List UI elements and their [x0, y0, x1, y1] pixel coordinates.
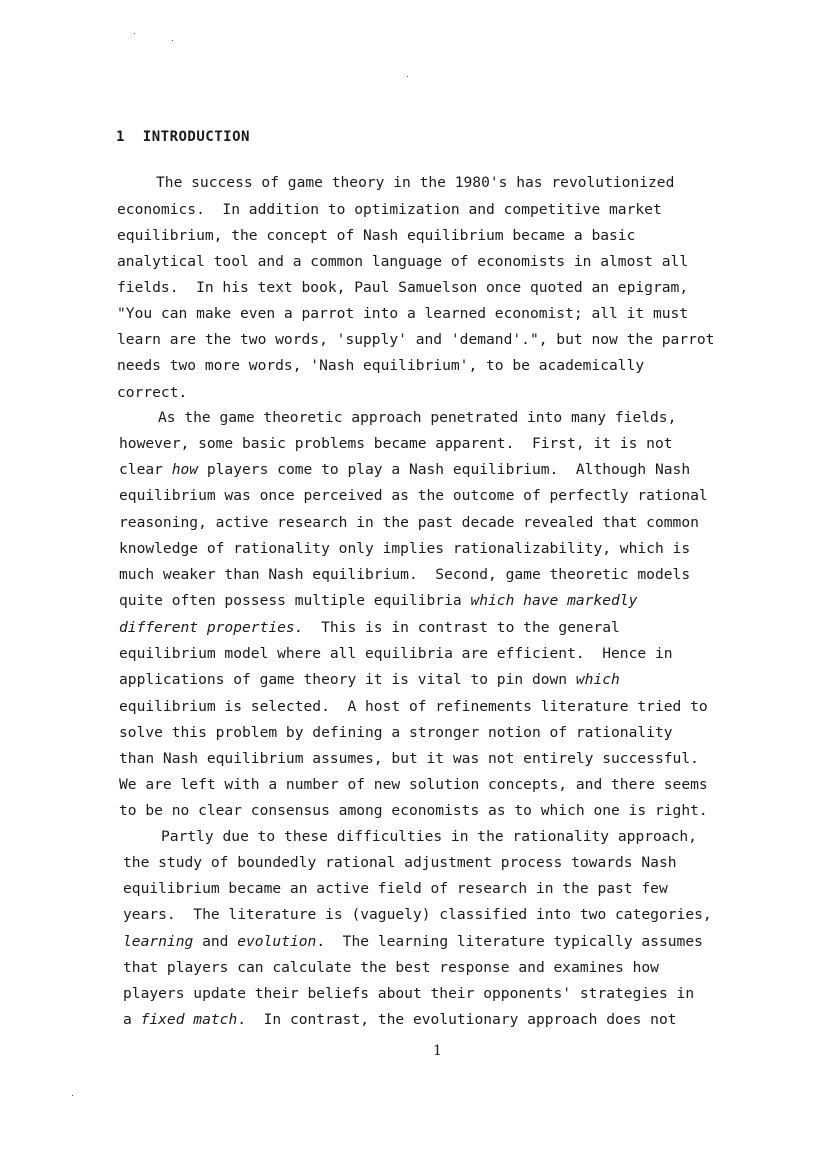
text-run: This is in contrast to the general — [303, 619, 620, 636]
text-line: "You can make even a parrot into a learned economist; all it must — [117, 305, 689, 322]
text-run: . In contrast, the evolutionary approach does not — [237, 1011, 677, 1028]
text-line: much weaker than Nash equilibrium. Second, game theoretic models — [119, 566, 691, 583]
emphasis-text: which — [575, 671, 620, 688]
text-run: and — [193, 933, 238, 950]
text-line: correct. — [117, 384, 188, 401]
text-line: reasoning, active research in the past decade revealed that common — [119, 514, 699, 531]
text-line: years. The literature is (vaguely) classified into two categories, — [123, 906, 712, 923]
emphasis-text: which have markedly — [470, 592, 638, 609]
text-line: players update their beliefs about their opponents' strategies in — [123, 985, 695, 1002]
text-line: needs two more words, 'Nash equilibrium', to be academically — [117, 357, 645, 374]
text-line — [119, 671, 620, 689]
page-number: 1 — [433, 1043, 442, 1059]
text-line: however, some basic problems became apparent. First, it is not — [119, 435, 673, 452]
emphasis-text: evolution — [237, 933, 317, 950]
text-line — [123, 1011, 677, 1029]
text-run: clear — [119, 461, 172, 478]
text-line: equilibrium became an active field of research in the past few — [123, 880, 668, 897]
text-line — [119, 461, 690, 479]
text-line: equilibrium model where all equilibria are efficient. Hence in — [119, 645, 673, 662]
text-line: The success of game theory in the 1980's has revolutionized — [156, 174, 675, 191]
text-line: equilibrium is selected. A host of refinements literature tried to — [119, 698, 708, 715]
text-line: As the game theoretic approach penetrated into many fields, — [158, 409, 677, 426]
scan-speck — [407, 76, 408, 77]
emphasis-text: how — [171, 461, 199, 478]
text-run: applications of game theory it is vital to pin down — [119, 671, 576, 688]
text-line — [119, 619, 620, 637]
text-line: that players can calculate the best response and examines how — [123, 959, 659, 976]
text-line — [119, 592, 637, 610]
emphasis-text: fixed match — [140, 1011, 238, 1028]
text-run: . The learning literature typically assumes — [316, 933, 703, 950]
text-line: Partly due to these difficulties in the rationality approach, — [161, 828, 697, 845]
emphasis-text: different properties. — [119, 619, 304, 636]
text-line: economics. In addition to optimization and competitive market — [117, 201, 662, 218]
emphasis-text: learning — [123, 933, 194, 950]
text-line: learn are the two words, 'supply' and 'demand'.", but now the parrot — [117, 331, 715, 348]
text-line — [123, 933, 703, 951]
text-line: solve this problem by defining a stronger notion of rationality — [119, 724, 673, 741]
text-line: fields. In his text book, Paul Samuelson once quoted an epigram, — [117, 279, 689, 296]
text-run: a — [123, 1011, 141, 1028]
section-heading: 1 INTRODUCTION — [116, 129, 250, 145]
scan-speck — [134, 33, 135, 34]
text-line: analytical tool and a common language of economists in almost all — [117, 253, 689, 270]
text-line: than Nash equilibrium assumes, but it was not entirely successful. — [119, 750, 699, 767]
text-line: equilibrium, the concept of Nash equilibrium became a basic — [117, 227, 636, 244]
text-line: knowledge of rationality only implies rationalizability, which is — [119, 540, 691, 557]
text-line: We are left with a number of new solution concepts, and there seems — [119, 776, 708, 793]
scan-speck — [72, 1095, 73, 1096]
text-run: quite often possess multiple equilibria — [119, 592, 471, 609]
text-line: equilibrium was once perceived as the outcome of perfectly rational — [119, 487, 708, 504]
scan-speck — [172, 40, 173, 41]
text-run: players come to play a Nash equilibrium. Although Nash — [198, 461, 691, 478]
text-line: to be no clear consensus among economists as to which one is right. — [119, 802, 708, 819]
text-line: the study of boundedly rational adjustment process towards Nash — [123, 854, 677, 871]
